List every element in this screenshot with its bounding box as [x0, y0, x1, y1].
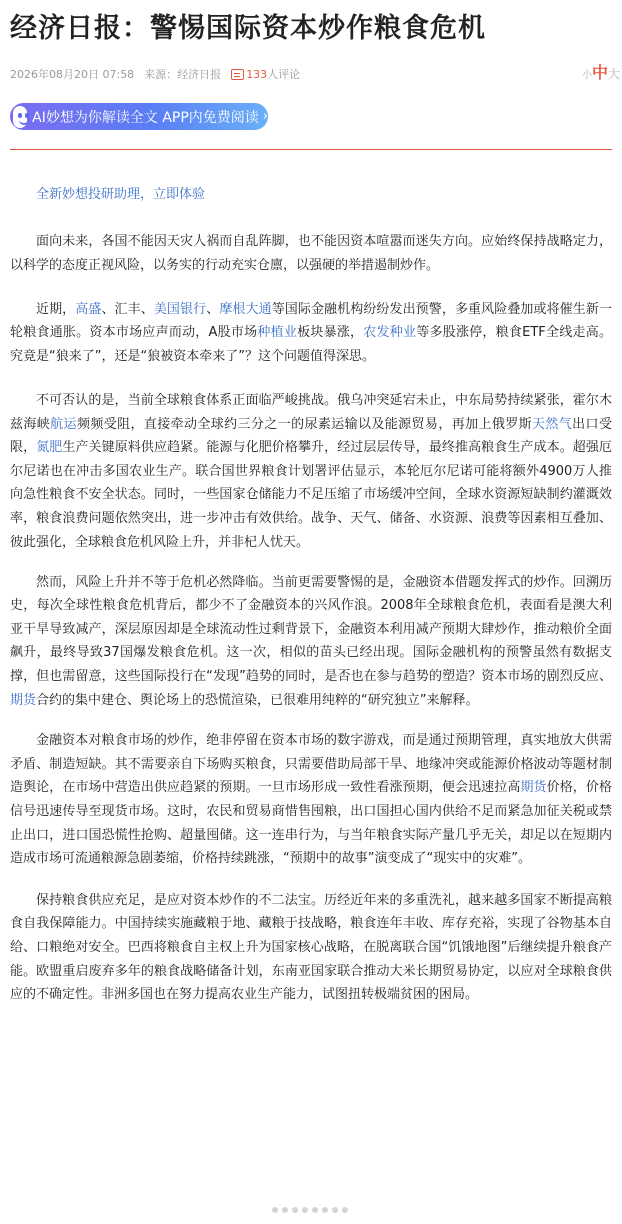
stock-link[interactable]: 航运 [50, 416, 77, 432]
stock-link[interactable]: 期货 [520, 780, 547, 796]
article-paragraph [10, 571, 612, 713]
paragraph-text: 价格，价格信号迅速传导至现货市场。这时，农民和贸易商惜售囤粮，出口国担心国内供给不足而紧急加征关税或禁止出口，进口国恐慌性抢购、超量囤储。这一连串行为，与当年粮食实际产量几乎无关，却足以在短期内造成市场可流通粮源急剧萎缩，价格持续跳涨，“预期中的故事”演变成了“现实中的灾难”。 [10, 780, 612, 867]
comment-suffix[interactable]: 人评论 [267, 68, 301, 81]
font-size-small-button[interactable]: 小 [581, 70, 592, 81]
page-dot [282, 1207, 288, 1213]
paragraph-text: 、汇丰、 [101, 301, 154, 317]
publish-date: 2026年08月20日 07:58 [10, 68, 135, 81]
article-meta [10, 66, 300, 82]
article-body [10, 230, 612, 1027]
stock-link[interactable]: 种植业 [257, 325, 298, 341]
source-label: 来源： [144, 68, 178, 81]
comment-count[interactable]: 133 [246, 67, 268, 81]
ai-read-banner-button[interactable] [10, 103, 268, 130]
paragraph-text: 近期， [36, 301, 76, 317]
font-size-control [582, 60, 620, 83]
stock-link[interactable]: 氮肥 [36, 440, 63, 456]
article-paragraph [10, 889, 612, 1007]
chevron-right-icon: › [262, 109, 268, 124]
page-dot [302, 1207, 308, 1213]
stock-link[interactable]: 农发种业 [363, 325, 417, 341]
source-name[interactable]: 经济日报 [177, 68, 222, 81]
stock-link[interactable]: 高盛 [75, 301, 102, 317]
page-dot [272, 1207, 278, 1213]
article-title: 经济日报：警惕国际资本炒作粮食危机 [10, 13, 486, 44]
paragraph-text: 金融资本对粮食市场的炒作，绝非停留在资本市场的数字游戏，而是通过预期管理，真实地放大供需矛盾、制造短缺。其不需要亲自下场购买粮食，只需要借助局部干旱、地缘冲突或能源价格波动等题材制造舆论，在市场中营造出供应趋紧的预期。一旦市场形成一致性看涨预期，便会迅速拉高 [10, 733, 612, 796]
paragraph-text: 保持粮食供应充足，是应对资本炒作的不二法宝。历经近年来的多重洗礼，越来越多国家不断提高粮食自我保障能力。中国持续实施藏粮于地、藏粮于技战略，粮食连年丰收、库存充裕，实现了谷物基本自给、口粮绝对安全。巴西将粮食自主权上升为国家核心战略，在脱离联合国“饥饿地图”后继续提升粮食产能。欧盟重启废弃多年的粮食战略储备计划，东南亚国家联合推动大米长期贸易协定，以应对全球粮食供应的不确定性。非洲多国也在努力提高农业生产能力，试图扭转极端贫困的困局。 [10, 892, 612, 1003]
font-size-large-button[interactable]: 大 [607, 67, 620, 81]
stock-link[interactable]: 期货 [10, 692, 37, 708]
paragraph-text: 等国际金融机构纷纷发出预警，多重风险叠加或将催生新一轮粮食通胀。资本市场应声而动，A股市场 [10, 301, 612, 341]
paragraph-text: 不可否认的是，当前全球粮食体系正面临严峻挑战。俄乌冲突延宕未止，中东局势持续紧张，霍尔木兹海峡 [10, 392, 612, 432]
page-dot [332, 1207, 338, 1213]
title-divider [10, 149, 612, 150]
ai-banner-label: AI妙想为你解读全文 APP内免费阅读 [32, 109, 259, 126]
promo-link[interactable]: 全新妙想投研助理，立即体验 [36, 187, 206, 202]
paragraph-text: 面向未来，各国不能因天灾人祸而自乱阵脚，也不能因资本喧嚣而迷失方向。应始终保持战略定力，以科学的态度正视风险，以务实的行动充实仓廪，以强硬的举措遏制炒作。 [10, 234, 612, 273]
paragraph-text: 频频受阻，直接牵动全球约三分之一的尿素运输以及能源贸易，再加上俄罗斯 [76, 416, 533, 432]
comment-icon[interactable] [231, 69, 244, 80]
ai-robot-icon [13, 106, 27, 128]
paragraph-text: 出口受限， [10, 416, 612, 456]
font-size-medium-button[interactable]: 中 [591, 63, 608, 82]
paragraph-text: 等多股涨停，粮食ETF全线走高。究竟是“狼来了”，还是“狼被资本牵来了”？这个问题值得深思。 [10, 325, 612, 364]
paragraph-text: 然而，风险上升并不等于危机必然降临。当前更需要警惕的是，金融资本借题发挥式的炒作。回溯历史，每次全球性粮食危机背后，都少不了金融资本的兴风作浪。2008年全球粮食危机，表面看是澳大利亚干旱导致减产，深层原因却是全球流动性过剩背景下，金融资本利用减产预期大肆炒作，推动粮价全面飙升，最终导致37国爆发粮食危机。这一次，相似的苗头已经出现。国际金融机构的预警虽然有数据支撑，但也需留意，这些国际投行在“发现”趋势的同时，是否也在参与趋势的塑造？资本市场的剧烈反应、 [10, 574, 612, 684]
article-paragraph [10, 729, 612, 871]
stock-link[interactable]: 摩根大通 [219, 301, 272, 317]
stock-link[interactable]: 美国银行 [153, 301, 207, 317]
paragraph-text: 生产关键原料供应趋紧。能源与化肥价格攀升，经过层层传导，最终推高粮食生产成本。超强厄尔尼诺也在冲击多国农业生产。联合国世界粮食计划署评估显示，本轮厄尔尼诺可能将额外4900万人推向急性粮食不安全状态。同时，一些国家仓储能力不足压缩了市场缓冲空间，全球水资源短缺制约灌溉效率，粮食浪费问题依然突出，进一步冲击有效供给。战争、天气、储备、水资源、浪费等因素相互叠加、彼此强化，全球粮食危机风险上升，并非杞人忧天。 [10, 440, 612, 550]
article-paragraph [10, 230, 612, 277]
article-paragraph [10, 389, 612, 554]
stock-link[interactable]: 天然气 [532, 416, 573, 432]
article-paragraph [10, 298, 612, 369]
page-dot [292, 1207, 298, 1213]
page-dot [322, 1207, 328, 1213]
paragraph-text: 合约的集中建仓、舆论场上的恐慌渲染，已很难用纯粹的“研究独立”来解释。 [36, 692, 479, 708]
page-indicator [264, 1202, 356, 1218]
page-dot [312, 1207, 318, 1213]
page-dot [342, 1207, 348, 1213]
paragraph-text: 板块暴涨， [297, 325, 364, 341]
paragraph-text: 、 [206, 301, 220, 317]
